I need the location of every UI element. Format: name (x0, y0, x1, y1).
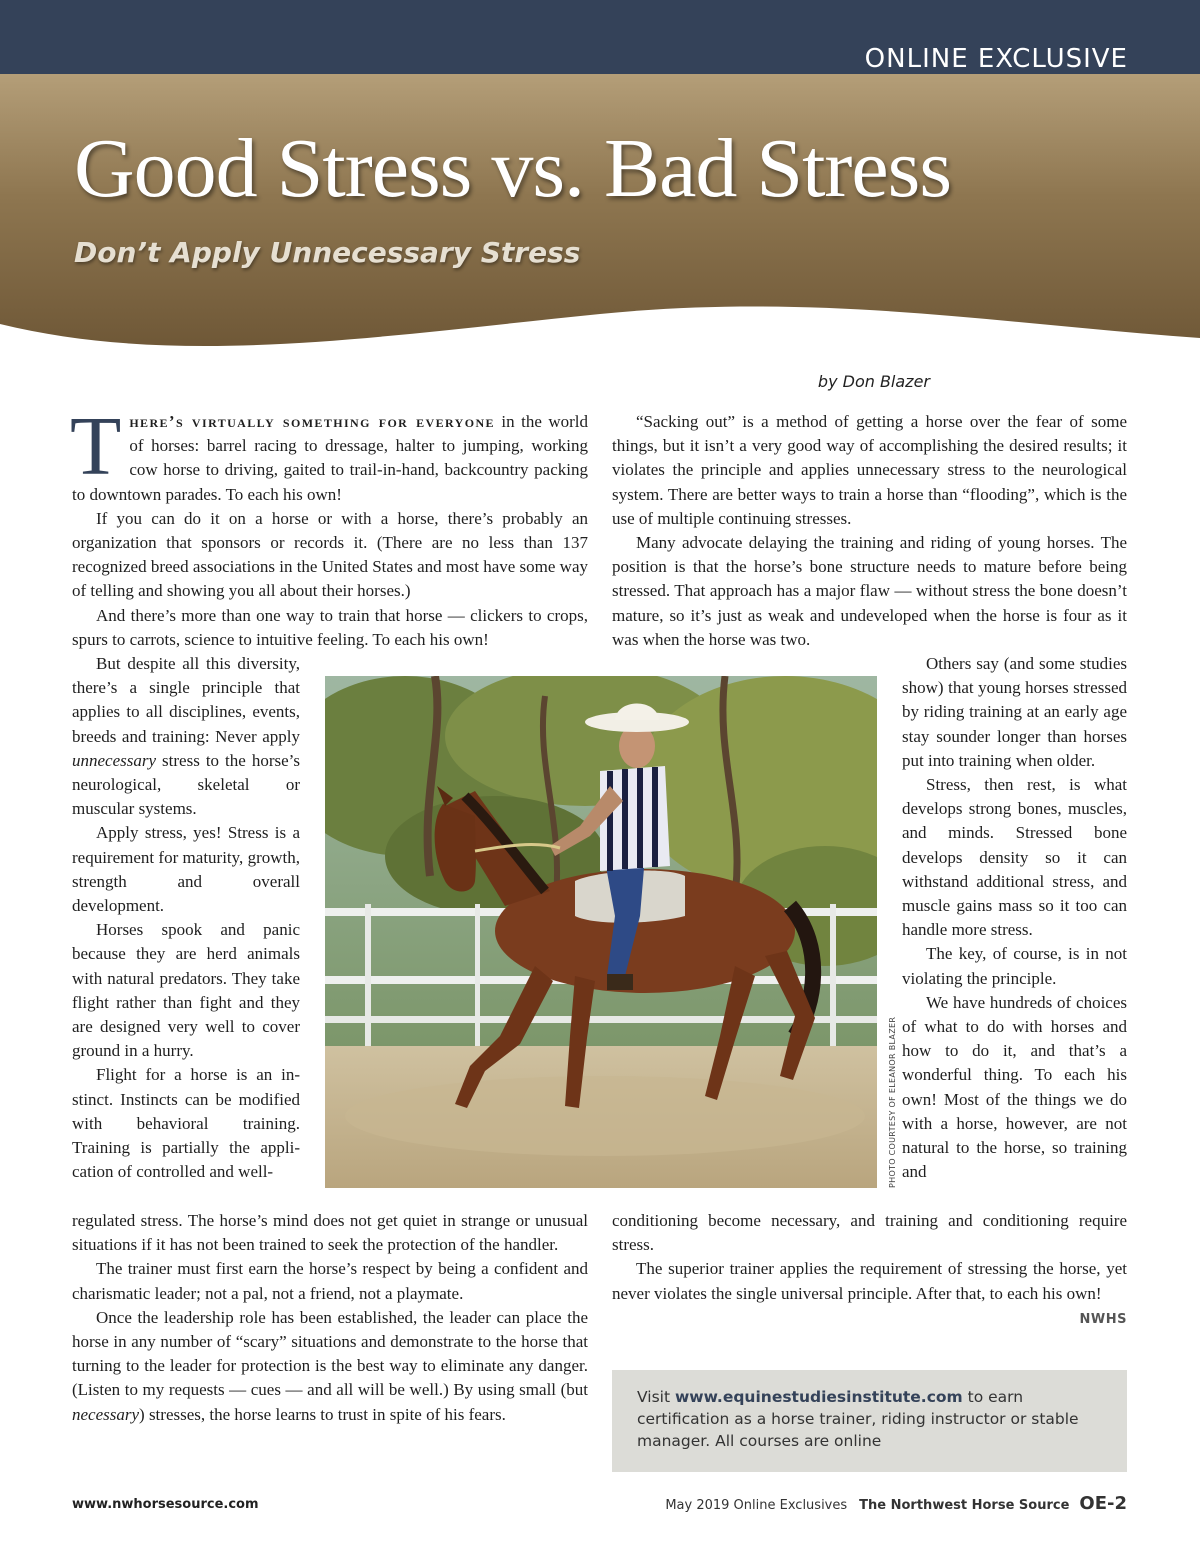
title-banner (0, 74, 1200, 374)
paragraph: Stress, then rest, is what develops strong bones, muscles, and minds. Stressed bone develops density so it can withstand additional stress, and muscle gains mass so it too can handle more stress. (902, 775, 1127, 940)
lead-in-text: here’s virtually something for everyone (129, 412, 495, 431)
column-1-wrap (72, 652, 300, 1184)
paragraph: If you can do it on a horse or with a horse, there’s probably an organization that sponsors or records it. (There are no less than 137 recognized breed associations in the United States and most have some way of telling and showing you all about their horses.) (72, 508, 588, 601)
emphasis-text: unnecessary (72, 750, 157, 770)
column-1-top (70, 400, 589, 652)
paragraph-text: Once the leadership role has been established, the leader can place the horse in any number of “scary” situations and demonstrate to the horse that turning to the leader for protection is the best way to eliminate any danger. (Listen to my requests — cues — and all will be well.) By using small (but (72, 1307, 588, 1400)
section-kicker: ONLINE EXCLUSIVE (864, 44, 1128, 74)
footer-info (665, 1493, 1127, 1514)
column-2-bottom (612, 1209, 1127, 1306)
footer-publication: The Northwest Horse Source (859, 1498, 1070, 1513)
paragraph-text: stress to the horse’s neurological, skeletal or muscular systems. (72, 750, 300, 819)
paragraph-text: ) stresses, the horse learns to trust in spite of his fears. (139, 1404, 506, 1424)
banner-wave-shape (0, 74, 1200, 374)
article-title: Good Stress vs. Bad Stress (74, 122, 952, 215)
byline: by Don Blazer (817, 372, 930, 391)
footer-website[interactable]: www.nwhorsesource.com (72, 1497, 259, 1512)
horse-rider-illustration (325, 676, 877, 1188)
drop-cap: T (70, 400, 122, 493)
paragraph: The superior trainer applies the requirement of stressing the horse, yet never violates the single universal principle. After that, to each his own! (612, 1259, 1127, 1303)
paragraph: And there’s more than one way to train that horse — clickers to crops, spurs to carrots, science to intuitive feeling. To each his own! (72, 605, 588, 649)
paragraph: Horses spook and panic because they are herd animals with natural predators. They take flight rather than fight and they are designed very well to cover ground in a hurry. (72, 920, 300, 1061)
paragraph: Many advocate delaying the training and riding of young horses. The position is that the horse’s bone structure needs to mature before being stressed. That approach has a major flaw — without stress the bone doesn’t mature, so it’s just as weak and undeveloped when the horse is four as it was when the horse was two. (612, 533, 1127, 649)
paragraph (70, 400, 589, 507)
footer-issue: May 2019 Online Exclusives (665, 1498, 848, 1513)
promo-text (637, 1386, 1107, 1452)
page-number: OE-2 (1079, 1493, 1127, 1514)
horse-rider-photo (325, 676, 877, 1188)
paragraph: Apply stress, yes! Stress is a requirement for maturity, growth, strength and overall development. (72, 823, 300, 916)
paragraph: “Sacking out” is a method of getting a horse over the fear of some things, but it isn’t a very good way of accomplishing the desired results; it violates the principle and applies unnecessary stress to the neurological system. There are better ways to train a horse than “flooding”, which is the use of multiple continuing stresses. (612, 412, 1127, 528)
paragraph (72, 1306, 588, 1427)
sign-off-mark: NWHS (1079, 1312, 1127, 1327)
promo-lead: Visit (637, 1388, 675, 1406)
paragraph: The trainer must first earn the horse’s respect by being a confident and charismatic leader; not a pal, not a friend, not a playmate. (72, 1259, 588, 1303)
paragraph: We have hundreds of choices of what to do with horses and how to do it, and that’s a wonderful thing. To each his own! Most of the things we do with a horse, however, are not natural to the horse, so training and (902, 992, 1127, 1182)
column-1-bottom (72, 1209, 588, 1427)
promo-box (612, 1370, 1127, 1472)
paragraph: The key, of course, is in not violating the principle. (902, 944, 1127, 988)
promo-rest: to earn certification as a horse trainer, riding instructor or stable manager. All courses are online (637, 1388, 1079, 1450)
column-2-top (612, 410, 1127, 652)
paragraph: regulated stress. The horse’s mind does not get quiet in strange or unusual situations if it has not been trained to seek the protection of the handler. (72, 1211, 588, 1255)
photo-credit: PHOTO COURTESY OF ELEANOR BLAZER (888, 1016, 897, 1188)
paragraph-text: But despite all this diversity, there’s a single principle that applies to all disciplines, events, breeds and training: Never apply (72, 654, 300, 746)
promo-link[interactable]: www.equinestudiesinstitute.com (674, 1388, 963, 1406)
paragraph: Others say (and some studies show) that young horses stressed by riding training at an early age stay sounder longer than horses put into training when older. (902, 654, 1127, 770)
column-2-wrap (902, 652, 1127, 1184)
paragraph-text: in the world of horses: barrel racing to dressage, halter to jumping, working cow horse to driving, gaited to trail-in-hand, backcountry packing to downtown parades. To each his own! (72, 412, 589, 504)
article-subtitle: Don’t Apply Unnecessary Stress (74, 236, 581, 269)
emphasis-text: necessary (72, 1404, 140, 1424)
paragraph (72, 652, 300, 821)
paragraph: conditioning become necessary, and training and conditioning require stress. (612, 1211, 1127, 1255)
paragraph: Flight for a horse is an instinct. Instincts can be modified with behavioral training. Training is partially the application of controlled and well- (72, 1065, 300, 1182)
